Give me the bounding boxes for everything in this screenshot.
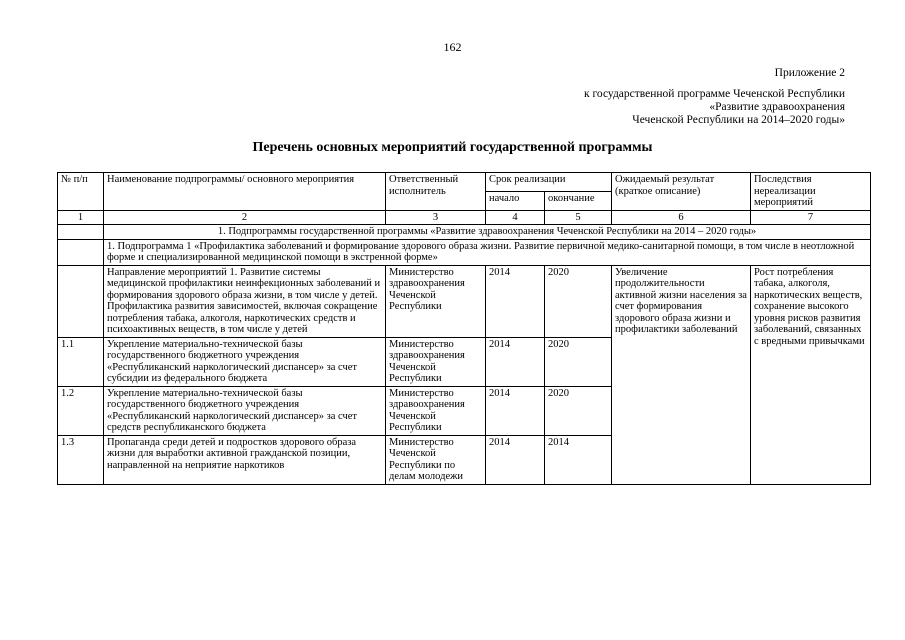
- column-number-row: [58, 210, 871, 225]
- non-implementation-consequence: Рост потребления табака, алкоголя, наркотических веществ, сохранение высокого уровня рисков развития заболеваний, связанных с вредными привычками: [751, 265, 871, 484]
- expected-result: Увеличение продолжительности активной жизни населения за счет формирования здорового образа жизни и профилактики заболеваний: [612, 265, 751, 484]
- column-number: 1: [58, 210, 104, 225]
- row-start: 2014: [486, 435, 545, 484]
- header-name: Наименование подпрограммы/ основного мероприятия: [104, 173, 386, 211]
- appendix-line: к государственной программе Чеченской Республики: [584, 88, 845, 100]
- appendix-block: [584, 67, 845, 127]
- column-number: 7: [751, 210, 871, 225]
- row-executor: Министерство здравоохранения Чеченской Республики: [386, 337, 486, 386]
- header-end: окончание: [545, 191, 612, 210]
- section-title: 1. Подпрограммы государственной программы «Развитие здравоохранения Чеченской Республики на 2014 – 2020 годы»: [104, 225, 871, 240]
- row-executor: Министерство Чеченской Республики по делам молодежи: [386, 435, 486, 484]
- subprogram-row: [58, 239, 871, 265]
- row-end: 2020: [545, 386, 612, 435]
- column-number: 6: [612, 210, 751, 225]
- row-end: 2014: [545, 435, 612, 484]
- header-num: № п/п: [58, 173, 104, 211]
- header-consequence: Последствия нереализации мероприятий: [751, 173, 871, 211]
- document-title: Перечень основных мероприятий государственной программы: [252, 140, 653, 155]
- table-row: [58, 265, 871, 337]
- row-end: 2020: [545, 337, 612, 386]
- header-row: [58, 173, 871, 192]
- header-result: Ожидаемый результат (краткое описание): [612, 173, 751, 211]
- column-number: 2: [104, 210, 386, 225]
- column-number: 3: [386, 210, 486, 225]
- row-end: 2020: [545, 265, 612, 337]
- header-start: начало: [486, 191, 545, 210]
- column-number: 5: [545, 210, 612, 225]
- row-start: 2014: [486, 337, 545, 386]
- measures-table: [57, 172, 871, 485]
- appendix-line: «Развитие здравоохранения: [709, 101, 845, 113]
- row-name: Укрепление материально-технической базы государственного бюджетного учреждения «Республиканский наркологический диспансер» за счет субсидии из федерального бюджета: [104, 337, 386, 386]
- row-name: Укрепление материально-технической базы государственного бюджетного учреждения «Республиканский наркологический диспансер» за счет средств республиканского бюджета: [104, 386, 386, 435]
- row-start: 2014: [486, 265, 545, 337]
- row-start: 2014: [486, 386, 545, 435]
- row-num: [58, 265, 104, 337]
- subprogram-title: 1. Подпрограмма 1 «Профилактика заболеваний и формирование здорового образа жизни. Развитие первичной медико-санитарной помощи, в том числе в неотложной форме и специализированной медицинской помощи в экстренной форме»: [104, 239, 871, 265]
- row-name: Пропаганда среди детей и подростков здорового образа жизни для выработки активной гражданской позиции, направленной на неприятие наркотиков: [104, 435, 386, 484]
- row-executor: Министерство здравоохранения Чеченской Республики: [386, 386, 486, 435]
- row-num: 1.1: [58, 337, 104, 386]
- row-num: 1.3: [58, 435, 104, 484]
- section-row: [58, 225, 871, 240]
- header-term: Срок реализации: [486, 173, 612, 192]
- column-number: 4: [486, 210, 545, 225]
- row-executor: Министерство здравоохранения Чеченской Республики: [386, 265, 486, 337]
- subprogram-num-cell: [58, 239, 104, 265]
- header-executor: Ответственный исполнитель: [386, 173, 486, 211]
- row-name: Направление мероприятий 1. Развитие системы медицинской профилактики неинфекционных заболеваний и формирования здорового образа жизни, в том числе у детей. Профилактика развития зависимостей, включая сокращение потребления табака, алкоголя, наркотических средств и психоактивных веществ, в том числе у детей: [104, 265, 386, 337]
- appendix-label: Приложение 2: [774, 67, 845, 79]
- row-num: 1.2: [58, 386, 104, 435]
- page-number: 162: [443, 40, 462, 54]
- section-num-cell: [58, 225, 104, 240]
- appendix-line: Чеченской Республики на 2014–2020 годы»: [632, 114, 845, 126]
